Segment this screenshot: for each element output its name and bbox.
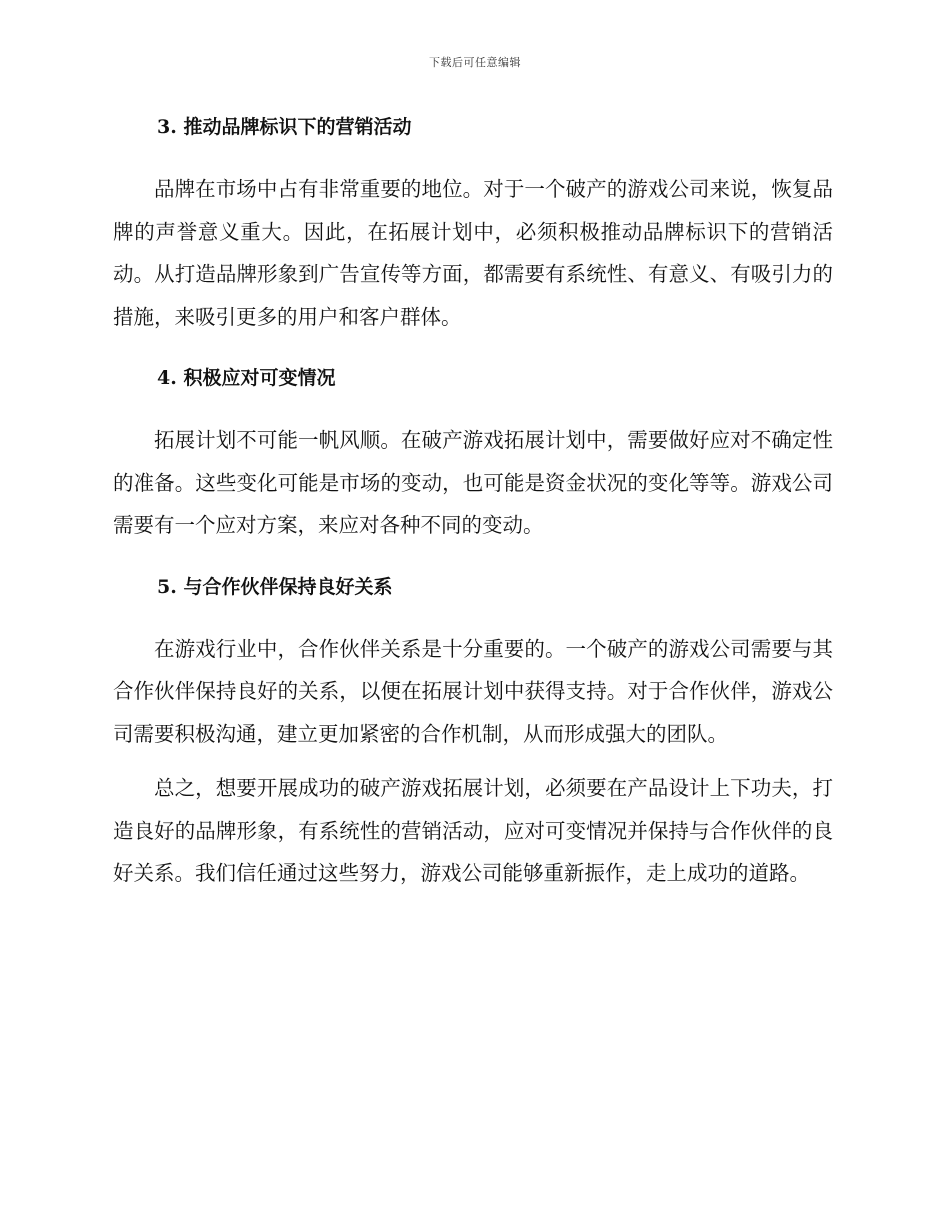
section-paragraph-5: 在游戏行业中，合作伙伴关系是十分重要的。一个破产的游戏公司需要与其合作伙伴保持良好的关系，以便在拓展计划中获得支持。对于合作伙伴，游戏公司需要积极沟通，建立更加紧密的合作机制，从而形成强大的团队。: [113, 636, 833, 746]
conclusion-paragraph: 总之，想要开展成功的破产游戏拓展计划，必须要在产品设计上下功夫，打造良好的品牌形象，有系统性的营销活动，应对可变情况并保持与合作伙伴的良好关系。我们信任通过这些努力，游戏公司能够重新振作，走上成功的道路。: [113, 776, 833, 885]
section-heading-4: 4. 积极应对可变情况: [157, 367, 336, 389]
section-heading-3: 3. 推动品牌标识下的营销活动: [157, 116, 412, 138]
section-paragraph-3: 品牌在市场中占有非常重要的地位。对于一个破产的游戏公司来说，恢复品牌的声誉意义重大。因此，在拓展计划中，必须积极推动品牌标识下的营销活动。从打造品牌形象到广告宣传等方面，都需要有系统性、有意义、有吸引力的措施，来吸引更多的用户和客户群体。: [113, 177, 833, 329]
page-header: 下载后可任意编辑: [429, 56, 521, 69]
section-heading-5: 5. 与合作伙伴保持良好关系: [157, 575, 393, 598]
section-paragraph-4: 拓展计划不可能一帆风顺。在破产游戏拓展计划中，需要做好应对不确定性的准备。这些变化可能是市场的变动，也可能是资金状况的变化等等。游戏公司需要有一个应对方案，来应对各种不同的变动。: [113, 428, 833, 537]
document-body: [113, 112, 833, 895]
